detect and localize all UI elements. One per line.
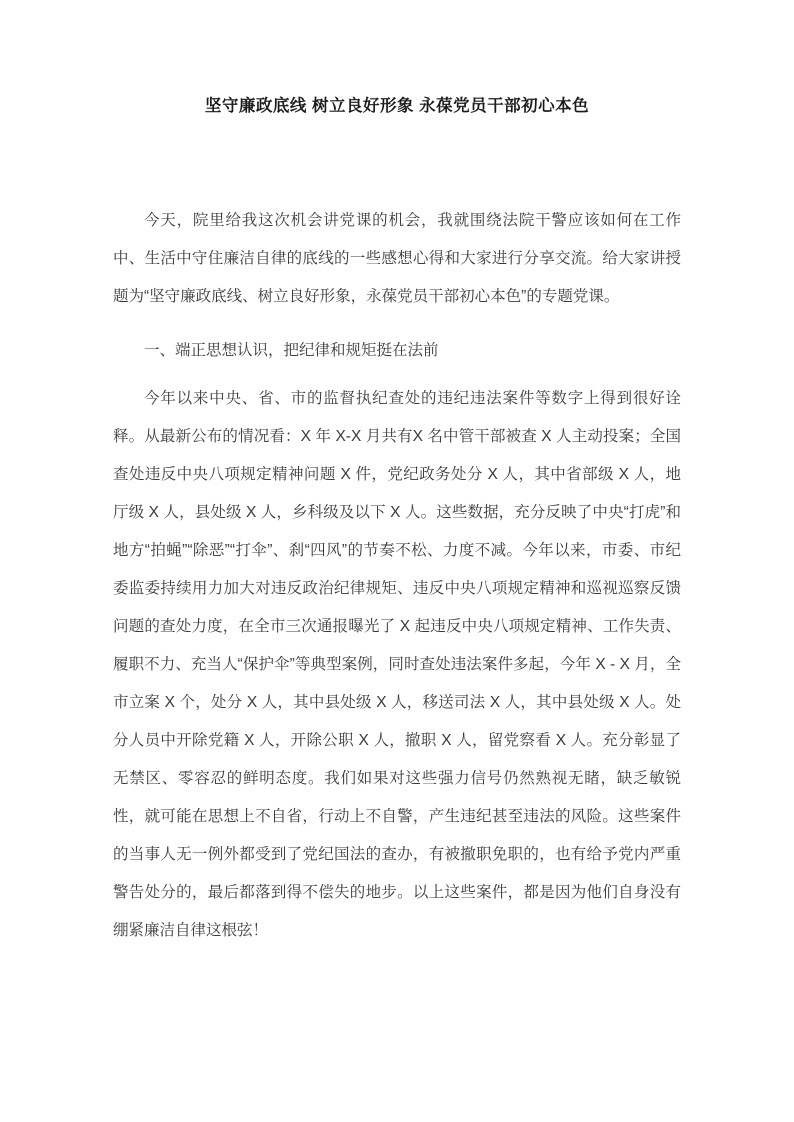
section-1-body-paragraph: 今年以来中央、省、市的监督执纪查处的违纪违法案件等数字上得到很好诠释。从最新公布的情况看：X 年 X-X 月共有X 名中管干部被查 X 人主动投案；全国查处违反中央八项规定精神问题 X 件，党纪政务处分 X 人，其中省部级 X 人，地厅级 X 人，县处级 X 人，乡科级及以下 X 人。这些数据，充分反映了中央“打虎”和地方“拍蝇”“除恶”“打伞”、刹“四风”的节奏不松、力度不减。今年以来，市委、市纪委监委持续用力加大对违反政治纪律规矩、违反中央八项规定精神和巡视巡察反馈问题的查处力度，在全市三次通报曝光了 X 起违反中央八项规定精神、工作失责、履职不力、充当人“保护伞”等典型案例，同时查处违法案件多起，今年 X - X 月，全市立案 X 个，处分 X 人，其中县处级 X 人，移送司法 X 人，其中县处级 X 人。处分人员中开除党籍 X 人，开除公职 X 人，撤职 X 人，留党察看 X 人。充分彰显了无禁区、零容忍的鲜明态度。我们如果对这些强力信号仍然熟视无睹，缺乏敏锐性，就可能在思想上不自省，行动上不自警，产生违纪甚至违法的风险。这些案件的当事人无一例外都受到了党纪国法的查办，有被撤职免职的，也有给予党内严重警告处分的，最后都落到得不偿失的地步。以上这些案件，都是因为他们自身没有绷紧廉洁自律这根弦！ [113, 390, 681, 939]
intro-paragraph: 今天，院里给我这次机会讲党课的机会，我就围绕法院干警应该如何在工作中、生活中守住廉洁自律的底线的一些感想心得和大家进行分享交流。给大家讲授题为“坚守廉政底线、树立良好形象，永葆党员干部初心本色”的专题党课。 [113, 212, 681, 305]
section-heading-1: 一、端正思想认识，把纪律和规矩挺在法前 [144, 342, 439, 359]
document-title: 坚守廉政底线 树立良好形象 永葆党员干部初心本色 [204, 97, 590, 115]
